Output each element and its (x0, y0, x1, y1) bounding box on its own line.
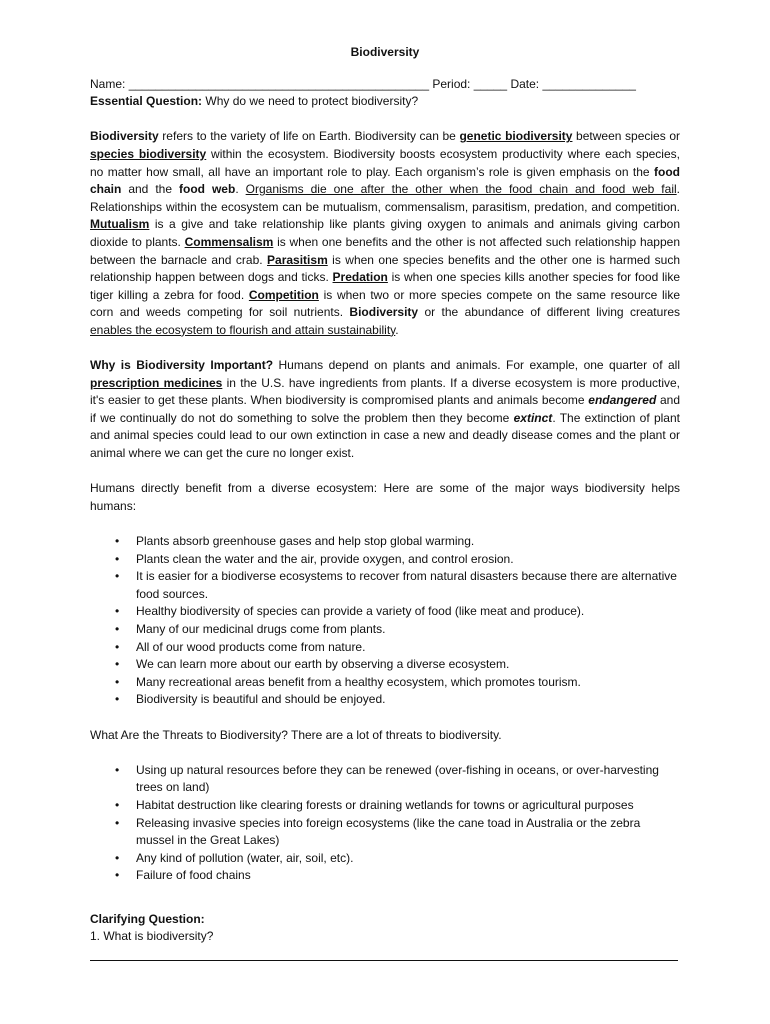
p1-text: refers to the variety of life on Earth. Biodiversity can be (158, 129, 460, 144)
p1-text: is when one species kills another species for food like tiger killing a zebra for food. (90, 270, 680, 302)
p1-term-genetic-biodiversity: genetic biodiversity (459, 129, 573, 144)
period-label: Period: (432, 76, 471, 91)
p2-text: and if we continually do not do something to solve the problem then they become (90, 393, 680, 425)
list-item: • It is easier for a biodiverse ecosystems to recover from natural disasters because there are alternative food sources. (136, 568, 680, 603)
threats-list (90, 762, 680, 885)
p1-text: . Relationships within the ecosystem can be mutualism, commensalism, parasitism, predation, and competition. (90, 182, 680, 214)
p1-term-food-chain: food chain (90, 164, 680, 197)
student-info-line (90, 76, 680, 94)
list-item: • Plants absorb greenhouse gases and help stop global warming. (136, 533, 680, 551)
p1-text: or the abundance of different living creatures (418, 305, 680, 320)
list-item: • Many recreational areas benefit from a healthy ecosystem, which promotes tourism. (136, 674, 680, 692)
p1-term-mutualism: Mutualism (90, 217, 150, 232)
worksheet-page (90, 44, 680, 961)
p1-text: is when one benefits and the other is not affected such relationship happen between the barnacle and crab. (90, 234, 680, 267)
list-item: • Healthy biodiversity of species can provide a variety of food (like meat and produce). (136, 603, 680, 621)
p1-underlined-sustainability: enables the ecosystem to flourish and attain sustainability (90, 322, 396, 337)
p1-text: . (235, 182, 246, 197)
essential-question (90, 93, 680, 111)
p1-text: . (395, 322, 399, 337)
list-item: • Plants clean the water and the air, provide oxygen, and control erosion. (136, 551, 680, 569)
list-item: • Habitat destruction like clearing forests or draining wetlands for towns or agricultural purposes (136, 797, 680, 815)
p2-text: in the U.S. have ingredients from plants. If a diverse ecosystem is more productive, it's easier to get these plants. When biodiversity is compromised plants and animals become (90, 375, 681, 408)
p1-term-biodiversity-2: Biodiversity (349, 305, 419, 320)
clarifying-question-1: 1. What is biodiversity? (90, 929, 214, 944)
clarifying-heading: Clarifying Question: (90, 911, 205, 926)
p2-heading: Why is Biodiversity Important? (90, 358, 274, 373)
importance-paragraph (90, 357, 680, 463)
date-label: Date: (510, 76, 540, 91)
p2-term-endangered: endangered (588, 393, 657, 408)
p1-text: and the (121, 182, 179, 197)
answer-line[interactable] (90, 948, 678, 961)
list-item: • Using up natural resources before they can be renewed (over-fishing in oceans, or over-harvesting trees on land) (136, 762, 680, 797)
p1-term-predation: Predation (332, 270, 388, 285)
p1-text: is when one species benefits and the other one is harmed such relationship happen between dogs and ticks. (90, 252, 680, 285)
name-blank[interactable]: _____________________________________________ (128, 76, 430, 91)
p1-term-commensalism: Commensalism (184, 234, 274, 249)
page-title: Biodiversity (350, 45, 420, 59)
p1-text: within the ecosystem. Biodiversity boosts ecosystem productivity where each species, no matter how small, all have an important role to play. Each organism’s role is given emphasis on the (90, 146, 680, 179)
list-item: • We can learn more about our earth by observing a diverse ecosystem. (136, 656, 680, 674)
p1-text: between species or (572, 129, 681, 144)
p1-term-food-web: food web (179, 182, 236, 197)
list-item: • Any kind of pollution (water, air, soil, etc). (136, 850, 680, 868)
list-item: • Many of our medicinal drugs come from plants. (136, 621, 680, 639)
threats-intro: What Are the Threats to Biodiversity? There are a lot of threats to biodiversity. (90, 727, 502, 742)
p1-term-species-biodiversity: species biodiversity (90, 146, 207, 161)
p2-text: . The extinction of plant and animal species could lead to our own extinction in case a new and deadly disease comes and the plant or animal where we can get the cure no longer exist. (90, 410, 680, 461)
p2-term-extinct: extinct (513, 410, 553, 425)
list-item: • All of our wood products come from nature. (136, 639, 680, 657)
biodiversity-definition-paragraph (90, 128, 680, 339)
essential-question-label: Essential Question: (90, 94, 203, 109)
p1-text: is a give and take relationship like plants giving oxygen to animals and animals giving carbon dioxide to plants. (90, 217, 680, 249)
p2-term-prescription-medicines: prescription medicines (90, 375, 223, 390)
essential-question-text: Why do we need to protect biodiversity? (205, 94, 419, 109)
p2-text: Humans depend on plants and animals. For example, one quarter of all (273, 358, 680, 373)
name-label: Name: (90, 76, 126, 91)
benefits-list (90, 533, 680, 709)
p1-underlined-sentence: Organisms die one after the other when the food chain and food web fail (245, 182, 677, 197)
period-blank[interactable]: _____ (473, 76, 508, 91)
p1-term-competition: Competition (248, 287, 319, 302)
p1-term-parasitism: Parasitism (267, 252, 328, 267)
list-item: • Releasing invasive species into foreign ecosystems (like the cane toad in Australia or the zebra mussel in the Great Lakes) (136, 815, 680, 850)
list-item: • Failure of food chains (136, 867, 680, 885)
list-item: • Biodiversity is beautiful and should be enjoyed. (136, 691, 680, 709)
benefits-intro: Humans directly benefit from a diverse ecosystem: Here are some of the major ways biodiversity helps humans: (90, 481, 680, 513)
p1-term-biodiversity: Biodiversity (90, 129, 159, 144)
p1-text: is when two or more species compete on the same resource like corn and weeds competing for soil nutrients. (90, 287, 680, 320)
date-blank[interactable]: ______________ (542, 76, 636, 91)
